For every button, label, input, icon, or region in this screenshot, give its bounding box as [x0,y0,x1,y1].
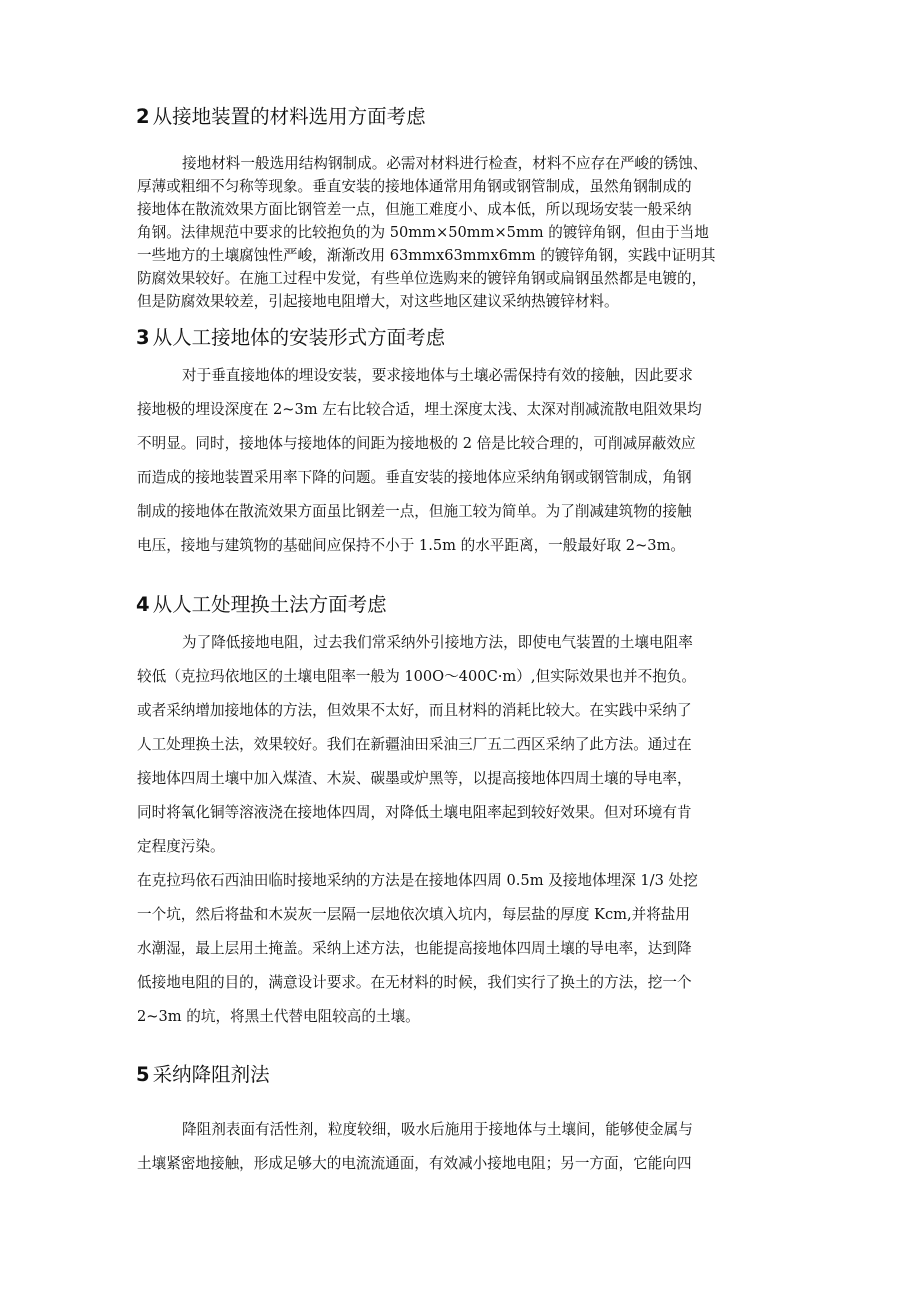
text-line: 不明显。同时，接地体与接地体的间距为接地极的 2 倍是比较合理的，可削减屏蔽效应 [137,435,696,452]
section-heading-5 [136,1061,796,1089]
text-line: 低接地电阻的目的，满意设计要求。在无材料的时候，我们实行了换土的方法，挖一个 [137,974,692,991]
text-line: 土壤紧密地接触，形成足够大的电流流通面，有效减小接地电阻；另一方面，它能向四 [137,1155,692,1172]
text-line: 厚薄或粗细不匀称等现象。垂直安装的接地体通常用角钢或钢管制成，虽然角钢制成的 [137,178,692,195]
section-heading-4 [136,591,796,619]
text-line: 较低（克拉玛依地区的土壤电阻率一般为 100O～400C·m）,但实际效果也并不抱负。 [137,668,697,685]
text-line: 电压，接地与建筑物的基础间应保持不小于 1.5m 的水平距离，一般最好取 2~3m。 [137,537,686,554]
section-heading-3 [136,324,796,352]
section-heading-2 [136,103,796,131]
text-line: 接地体四周土壤中加入煤渣、木炭、碳墨或炉黑等，以提高接地体四周土壤的导电率， [137,770,692,787]
text-line: 一些地方的土壤腐蚀性严峻，渐渐改用 63mmx63mmx6mm 的镀锌角钢，实践中证明其 [137,247,716,264]
text-line: 为了降低接地电阻，过去我们常采纳外引接地方法，即使电气装置的土壤电阻率 [182,634,693,651]
text-line: 但是防腐效果较差，引起接地电阻增大，对这些地区建议采纳热镀锌材料。 [137,293,619,310]
text-line: 制成的接地体在散流效果方面虽比钢差一点，但施工较为简单。为了削减建筑物的接触 [137,503,692,520]
section-title: 从人工处理换土法方面考虑 [152,593,387,616]
section-title: 从人工接地体的安装形式方面考虑 [152,326,446,349]
text-line: 对于垂直接地体的埋设安装，要求接地体与土壤必需保持有效的接触，因此要求 [182,367,693,384]
section-number: 4 [136,593,150,616]
text-line: 接地体在散流效果方面比钢管差一点，但施工难度小、成本低，所以现场安装一般采纳 [137,201,692,218]
text-line: 2~3m 的坑，将黑土代替电阻较高的土壤。 [137,1008,420,1025]
text-line: 在克拉玛依石西油田临时接地采纳的方法是在接地体四周 0.5m 及接地体埋深 1/3 处挖 [137,872,698,889]
section-title: 采纳降阻剂法 [152,1063,270,1086]
section-number: 2 [136,105,150,128]
text-line: 而造成的接地装置采用率下降的问题。垂直安装的接地体应采纳角钢或钢管制成，角钢 [137,469,692,486]
text-line: 同时将氧化铜等溶液浇在接地体四周，对降低土壤电阻率起到较好效果。但对环境有肯 [137,804,692,821]
text-line: 一个坑，然后将盐和木炭灰一层隔一层地依次填入坑内，每层盐的厚度 Kcm,并将盐用 [137,906,690,923]
section-title: 从接地装置的材料选用方面考虑 [152,105,426,128]
text-line: 定程度污染。 [137,838,225,855]
section-number: 3 [136,326,150,349]
text-line: 或者采纳增加接地体的方法，但效果不太好，而且材料的消耗比较大。在实践中采纳了 [137,702,692,719]
text-line: 人工处理换土法，效果较好。我们在新疆油田采油三厂五二西区采纳了此方法。通过在 [137,736,692,753]
section-number: 5 [136,1063,150,1086]
text-line: 角钢。法律规范中要求的比较抱负的为 50mm×50mm×5mm 的镀锌角钢，但由于当地 [137,224,709,241]
text-line: 降阻剂表面有活性剂，粒度较细，吸水后施用于接地体与土壤间，能够使金属与 [182,1121,693,1138]
text-line: 接地材料一般选用结构钢制成。必需对材料进行检查，材料不应存在严峻的锈蚀、 [182,155,708,172]
text-line: 水潮湿，最上层用土掩盖。采纳上述方法，也能提高接地体四周土壤的导电率，达到降 [137,940,692,957]
text-line: 接地极的埋设深度在 2~3m 左右比较合适，埋土深度太浅、太深对削减流散电阻效果均 [137,401,702,418]
text-line: 防腐效果较好。在施工过程中发觉，有些单位选购来的镀锌角钢或扁钢虽然都是电镀的， [137,270,707,287]
